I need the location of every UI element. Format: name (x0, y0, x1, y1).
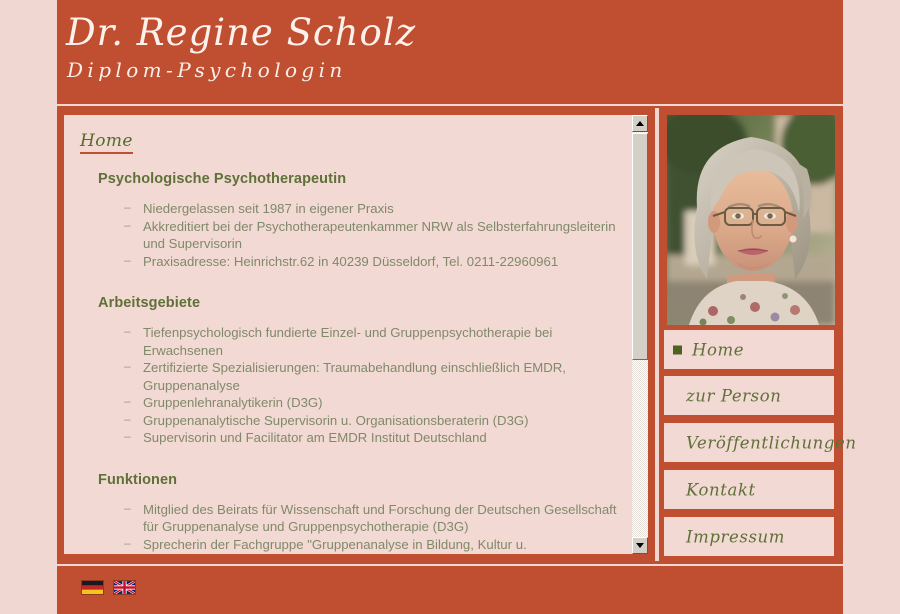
section-heading: Psychologische Psychotherapeutin (98, 171, 347, 187)
sidebar-item-label: Home (692, 340, 745, 359)
site-title: Dr. Regine Scholz (66, 11, 417, 54)
german-flag-icon[interactable] (81, 580, 104, 595)
portrait-photo (667, 115, 835, 325)
section-funktionen (64, 472, 632, 554)
sidebar (659, 108, 857, 561)
section-list (64, 324, 632, 447)
section-heading: Funktionen (98, 471, 178, 488)
uk-flag-icon[interactable] (113, 580, 136, 595)
content-panel (64, 115, 648, 554)
list-item: – Gruppenanalytische Supervisorin u. Organisationsberaterin (D3G) (143, 412, 632, 430)
header-rule-top (57, 101, 843, 104)
list-item: – Praxisadresse: Heinrichstr.62 in 40239 Düsseldorf, Tel. 0211-22960961 (143, 253, 632, 271)
sidebar-item-label: Kontakt (686, 480, 756, 499)
list-item: – Gruppenlehranalytikerin (D3G) (143, 394, 632, 412)
breadcrumb (80, 131, 133, 154)
sidebar-item-zur-person[interactable] (664, 376, 834, 415)
vertical-scrollbar[interactable] (632, 115, 648, 554)
sidebar-item-veroeffentlichungen[interactable] (664, 423, 857, 462)
section-list (64, 501, 632, 554)
site-header (57, 0, 843, 101)
footer-rule (57, 561, 843, 564)
list-item: – Supervisorin und Facilitator am EMDR Institut Deutschland (143, 429, 632, 447)
list-item: – Tiefenpsychologisch fundierte Einzel- und Gruppenpsychotherapie bei Erwachsenen (143, 324, 632, 359)
sidebar-item-home[interactable] (664, 330, 834, 369)
site-subtitle: Diplom-Psychologin (67, 58, 347, 82)
section-list (64, 200, 632, 270)
list-item: – Sprecherin der Fachgruppe "Gruppenanalyse in Bildung, Kultur u. (143, 536, 632, 554)
section-heading: Arbeitsgebiete (98, 295, 201, 311)
list-item: – Mitglied des Beirats für Wissenschaft und Forschung der Deutschen Gesellschaft für Gruppenanalyse und Gruppenpsychotherapie (D3G) (143, 501, 632, 536)
site-footer (57, 566, 843, 614)
breadcrumb-link-home[interactable]: Home (80, 131, 133, 154)
section-arbeitsgebiete (64, 295, 632, 447)
scroll-up-button[interactable] (632, 115, 648, 132)
list-item: – Niedergelassen seit 1987 in eigener Praxis (143, 200, 632, 218)
sidebar-item-label: Impressum (686, 527, 785, 546)
sidebar-item-label: Veröffentlichungen (686, 433, 857, 452)
content-scroll-viewport (64, 115, 632, 554)
sidebar-item-impressum[interactable] (664, 517, 834, 556)
triangle-up-icon (636, 121, 644, 126)
sidebar-item-kontakt[interactable] (664, 470, 834, 509)
scrollbar-thumb[interactable] (632, 133, 648, 360)
section-psychologische-psychotherapeutin (64, 171, 632, 270)
scroll-down-button[interactable] (632, 537, 648, 554)
triangle-down-icon (636, 543, 644, 548)
content-sections (64, 171, 632, 554)
content-frame (57, 108, 655, 561)
list-item: – Zertifizierte Spezialisierungen: Traumabehandlung einschließlich EMDR, Gruppenanalyse (143, 359, 632, 394)
list-item: – Akkreditiert bei der Psychotherapeutenkammer NRW als Selbsterfahrungsleiterin und Supervisorin (143, 218, 632, 253)
sidebar-item-label: zur Person (686, 386, 782, 405)
active-marker-icon (673, 345, 682, 354)
